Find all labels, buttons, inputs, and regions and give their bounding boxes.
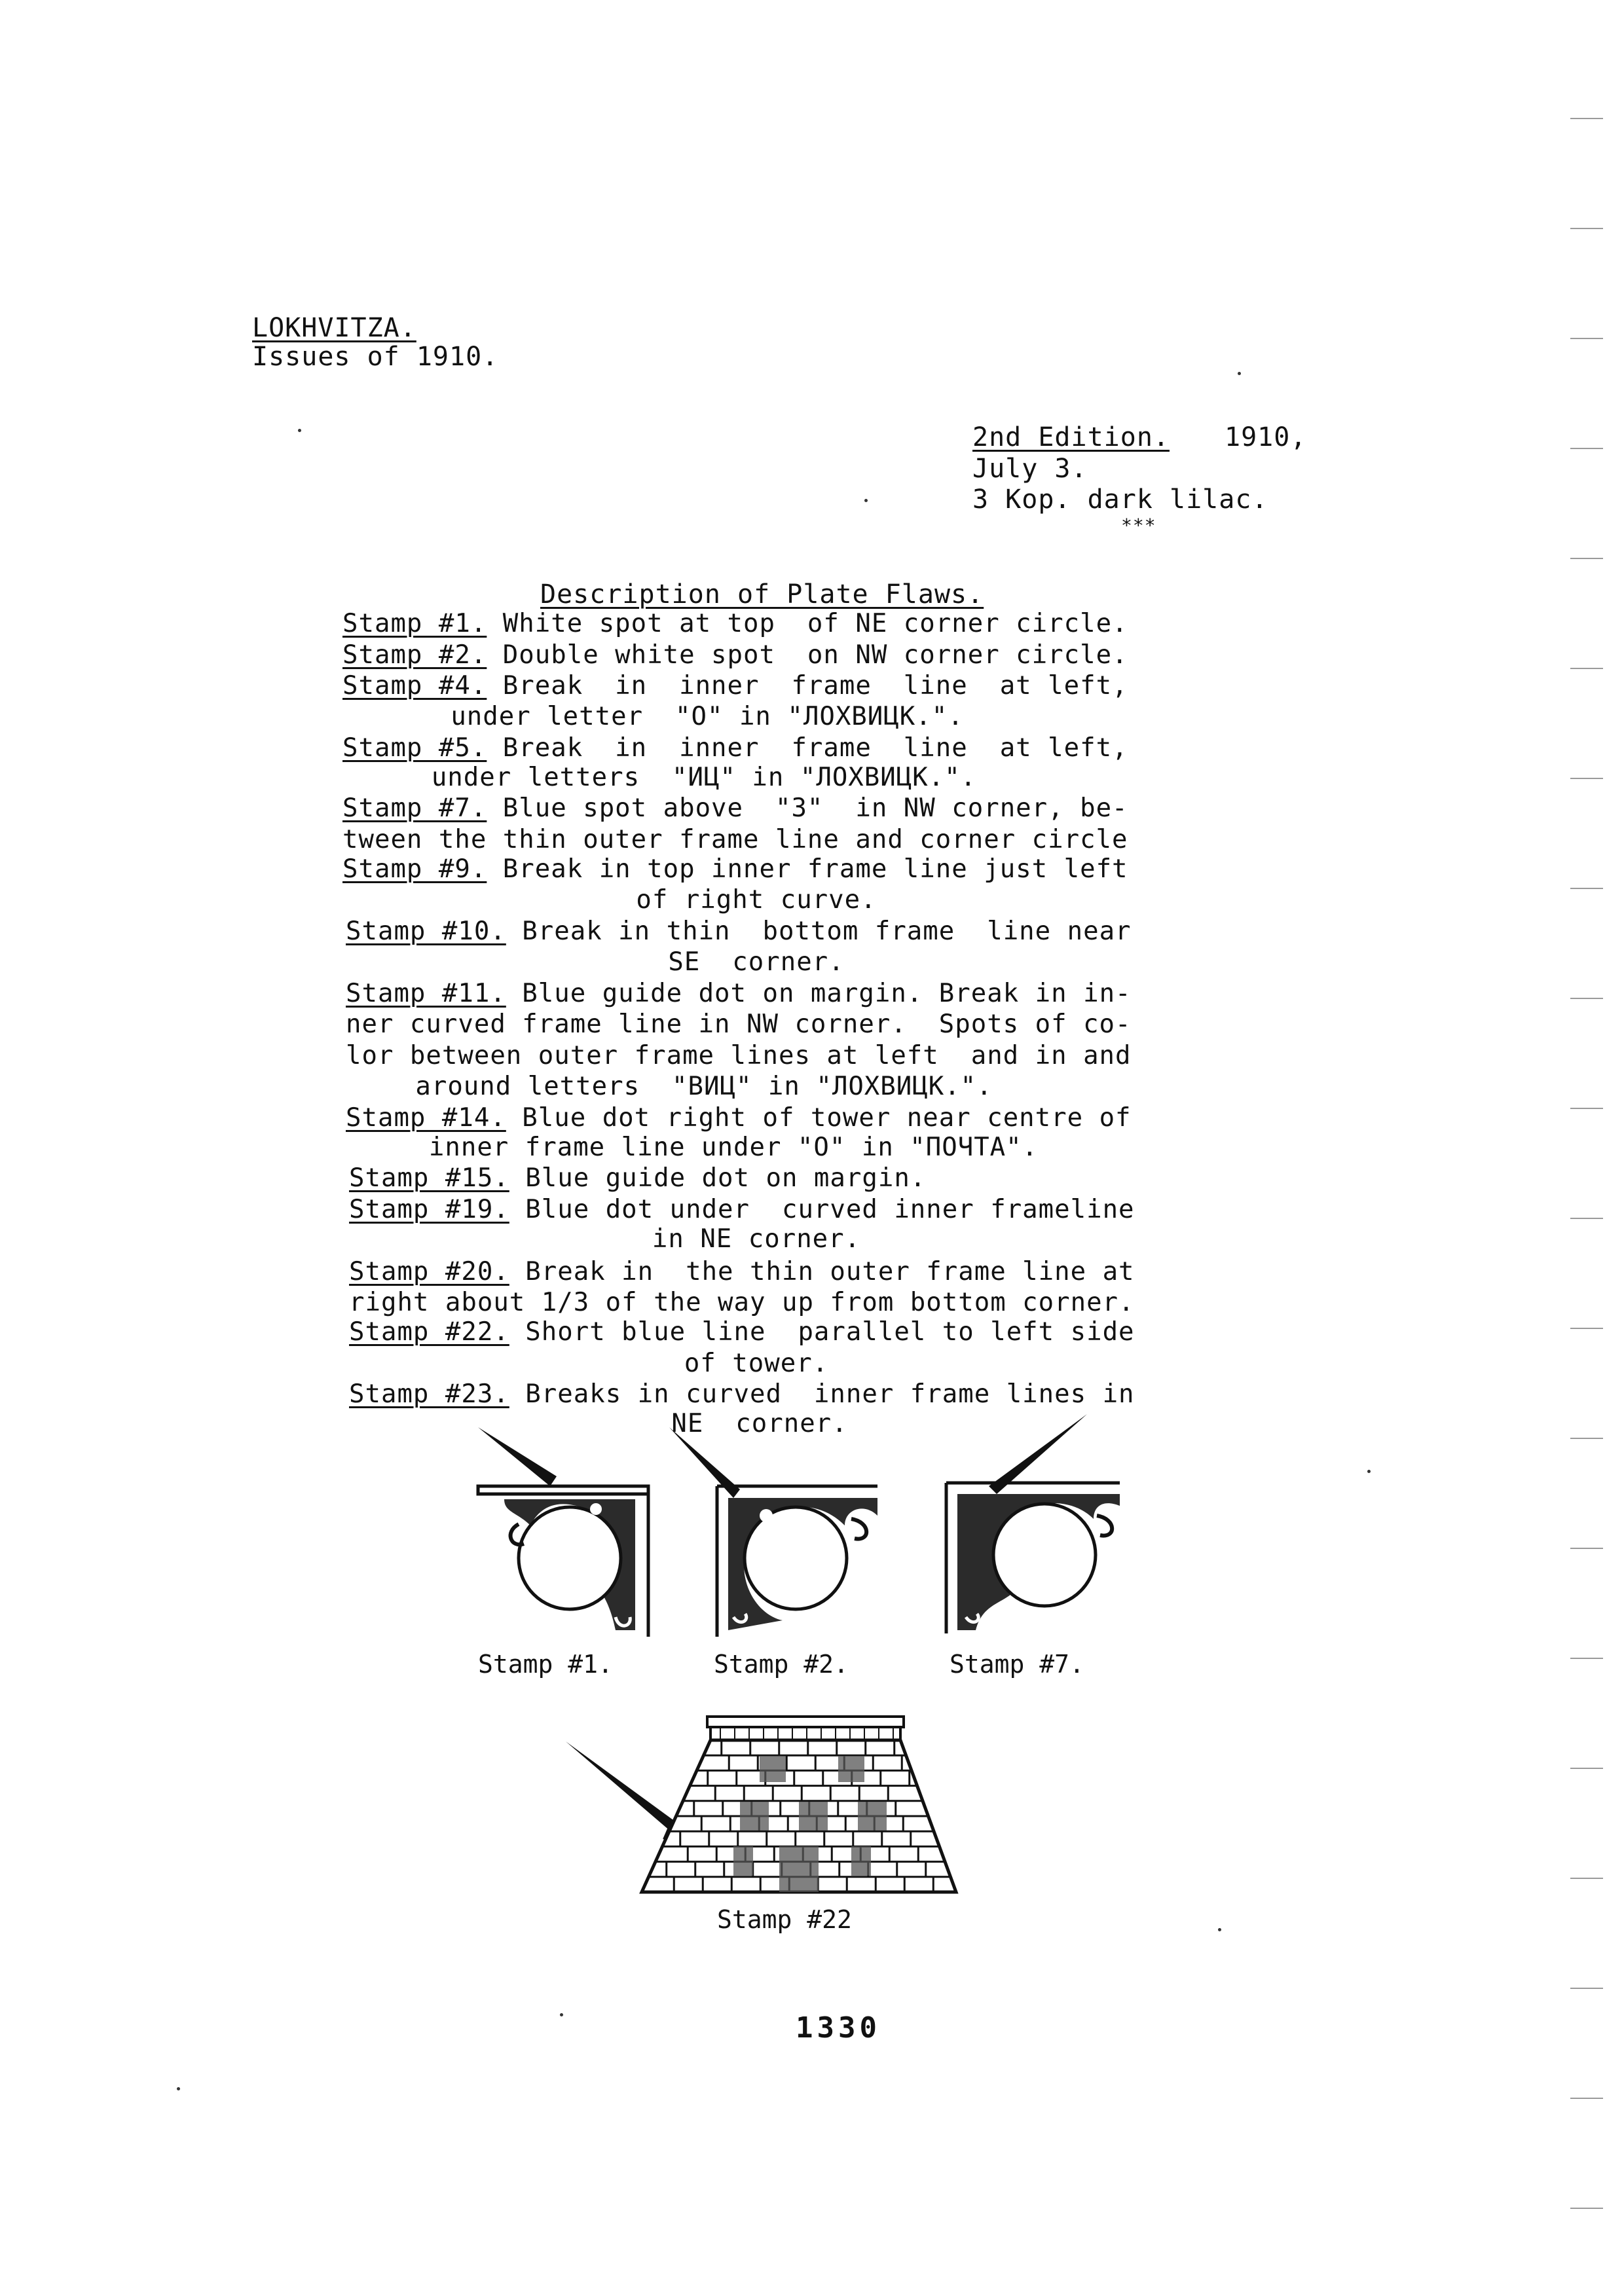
flaw-text: under letters "ИЦ" in "ЛОХВИЦК.". bbox=[431, 763, 977, 792]
edge-mark bbox=[1570, 558, 1603, 559]
flaw-line bbox=[342, 854, 1128, 884]
flaw-line bbox=[342, 640, 1128, 670]
flaw-text: tween the thin outer frame line and corner circle bbox=[342, 825, 1128, 854]
edge-mark bbox=[1570, 1658, 1603, 1659]
scan-speck bbox=[560, 2013, 563, 2016]
flaw-line bbox=[0, 1349, 1513, 1379]
edge-mark bbox=[1570, 1438, 1603, 1439]
flaw-text: right about 1/3 of the way up from bottom corner. bbox=[349, 1288, 1135, 1317]
flaw-text: Blue guide dot on margin. bbox=[509, 1163, 927, 1193]
flaw-text: Break in the thin outer frame line at bbox=[509, 1257, 1135, 1286]
town-title: LOKHVITZA. bbox=[252, 313, 416, 343]
flaw-line bbox=[349, 1288, 1135, 1318]
stamp22-figure bbox=[563, 1715, 969, 1901]
flaw-line bbox=[0, 947, 1513, 977]
flaw-line bbox=[346, 1041, 1132, 1071]
stamp1-corner-drawing bbox=[458, 1421, 668, 1643]
edge-mark bbox=[1570, 1988, 1603, 1989]
flaw-stamp-ref: Stamp #23. bbox=[349, 1379, 509, 1409]
flaw-text: Blue spot above "3" in NW corner, be- bbox=[487, 793, 1128, 823]
flaw-line bbox=[346, 917, 1132, 947]
flaw-text: Breaks in curved inner frame lines in bbox=[509, 1379, 1135, 1409]
stamp2-figure bbox=[668, 1421, 891, 1646]
flaw-stamp-ref: Stamp #20. bbox=[349, 1257, 509, 1286]
edge-mark bbox=[1570, 1108, 1603, 1109]
flaw-line bbox=[342, 671, 1128, 701]
flaw-line bbox=[349, 1257, 1135, 1287]
flaw-text: of right curve. bbox=[636, 885, 877, 915]
edge-mark bbox=[1570, 1768, 1603, 1769]
flaw-line bbox=[0, 702, 1414, 732]
flaw-text: lor between outer frame lines at left and in and bbox=[346, 1041, 1132, 1070]
flaw-line bbox=[349, 1317, 1135, 1347]
flaw-line bbox=[349, 1195, 1135, 1225]
flaw-text: of tower. bbox=[684, 1349, 829, 1378]
flaw-stamp-ref: Stamp #4. bbox=[342, 671, 487, 701]
flaw-stamp-ref: Stamp #22. bbox=[349, 1317, 509, 1347]
edition-year: 1910, bbox=[1225, 422, 1307, 452]
edge-mark bbox=[1570, 118, 1603, 119]
flaw-text: SE corner. bbox=[668, 947, 845, 977]
flaw-text: Blue guide dot on margin. Break in in- bbox=[506, 979, 1132, 1008]
flaw-text: around letters "ВИЦ" in "ЛОХВИЦК.". bbox=[415, 1072, 993, 1101]
edge-mark bbox=[1570, 228, 1603, 229]
flaw-text: Break in inner frame line at left, bbox=[487, 733, 1128, 763]
scan-speck bbox=[864, 499, 868, 502]
flaw-text: White spot at top of NE corner circle. bbox=[487, 609, 1128, 638]
flaw-line bbox=[342, 825, 1128, 855]
flaw-line bbox=[346, 1010, 1132, 1040]
flaw-stamp-ref: Stamp #5. bbox=[342, 733, 487, 763]
edge-mark bbox=[1570, 1878, 1603, 1879]
flaw-line bbox=[342, 793, 1128, 824]
flaw-stamp-ref: Stamp #19. bbox=[349, 1195, 509, 1224]
flaw-stamp-ref: Stamp #10. bbox=[346, 917, 506, 946]
flaw-stamp-ref: Stamp #14. bbox=[346, 1103, 506, 1133]
flaw-text: under letter "O" in "ЛОХВИЦК.". bbox=[451, 702, 964, 731]
edge-mark bbox=[1570, 338, 1603, 339]
flaw-text: in NE corner. bbox=[652, 1224, 861, 1254]
scan-speck bbox=[298, 429, 301, 432]
edge-mark bbox=[1570, 668, 1603, 669]
flaw-text: Blue dot under curved inner frameline bbox=[509, 1195, 1135, 1224]
stamp2-corner-drawing bbox=[668, 1421, 891, 1643]
edge-mark bbox=[1570, 778, 1603, 779]
flaw-stamp-ref: Stamp #15. bbox=[349, 1163, 509, 1193]
edition-label: 2nd Edition. bbox=[972, 422, 1170, 452]
flaw-line bbox=[0, 1224, 1513, 1254]
flaw-line bbox=[346, 979, 1132, 1009]
scan-speck bbox=[1367, 1470, 1371, 1473]
flaw-line bbox=[346, 1103, 1132, 1133]
edition-value: 3 Kop. dark lilac. bbox=[972, 484, 1268, 515]
edge-mark bbox=[1570, 1328, 1603, 1329]
edge-mark bbox=[1570, 1218, 1603, 1219]
edge-mark bbox=[1570, 448, 1603, 449]
stamp22-caption: Stamp #22 bbox=[717, 1905, 852, 1934]
issues-heading: Issues of 1910. bbox=[252, 342, 499, 372]
stamp1-caption: Stamp #1. bbox=[478, 1650, 613, 1679]
flaw-text: ner curved frame line in NW corner. Spots of co- bbox=[346, 1010, 1132, 1039]
scan-speck bbox=[1218, 1928, 1221, 1931]
scan-speck bbox=[177, 2087, 180, 2090]
flaw-line bbox=[0, 1072, 1408, 1102]
scan-speck bbox=[1238, 372, 1241, 375]
flaw-stamp-ref: Stamp #1. bbox=[342, 609, 487, 638]
flaw-text: Blue dot right of tower near centre of bbox=[506, 1103, 1132, 1133]
flaw-stamp-ref: Stamp #2. bbox=[342, 640, 487, 670]
flaw-text: NE corner. bbox=[671, 1409, 848, 1438]
flaw-line bbox=[0, 1133, 1467, 1163]
edge-mark bbox=[1570, 2098, 1603, 2099]
stamp2-caption: Stamp #2. bbox=[714, 1650, 849, 1679]
flaw-line bbox=[0, 885, 1513, 915]
flaw-text: Break in inner frame line at left, bbox=[487, 671, 1128, 701]
flaw-text: Short blue line parallel to left side bbox=[509, 1317, 1135, 1347]
flaw-text: inner frame line under "O" in "ПОЧТА". bbox=[428, 1133, 1039, 1162]
stamp7-caption: Stamp #7. bbox=[950, 1650, 1084, 1679]
edge-mark bbox=[1570, 2208, 1603, 2209]
stamp1-figure bbox=[458, 1421, 668, 1646]
flaw-line bbox=[342, 609, 1128, 639]
edge-mark bbox=[1570, 888, 1603, 889]
flaw-stamp-ref: Stamp #7. bbox=[342, 793, 487, 823]
flaws-title: Description of Plate Flaws. bbox=[540, 579, 984, 610]
stamp7-corner-drawing bbox=[936, 1408, 1146, 1643]
flaw-line bbox=[342, 733, 1128, 763]
edge-mark bbox=[1570, 998, 1603, 999]
flaw-line bbox=[0, 763, 1408, 793]
flaw-stamp-ref: Stamp #9. bbox=[342, 854, 487, 884]
flaw-text: Break in top inner frame line just left bbox=[487, 854, 1128, 884]
flaw-line bbox=[349, 1379, 1135, 1410]
separator-stars: *** bbox=[1121, 515, 1156, 536]
page-number: 1330 bbox=[796, 2011, 881, 2045]
edition-date: July 3. bbox=[972, 454, 1088, 484]
tower-brickwork bbox=[642, 1717, 956, 1892]
flaw-line bbox=[349, 1163, 926, 1194]
stamp22-tower-drawing bbox=[563, 1715, 969, 1899]
edge-mark bbox=[1570, 1548, 1603, 1549]
stamp7-figure bbox=[936, 1408, 1146, 1646]
flaw-text: Break in thin bottom frame line near bbox=[506, 917, 1132, 946]
flaw-text: Double white spot on NW corner circle. bbox=[487, 640, 1128, 670]
flaw-stamp-ref: Stamp #11. bbox=[346, 979, 506, 1008]
